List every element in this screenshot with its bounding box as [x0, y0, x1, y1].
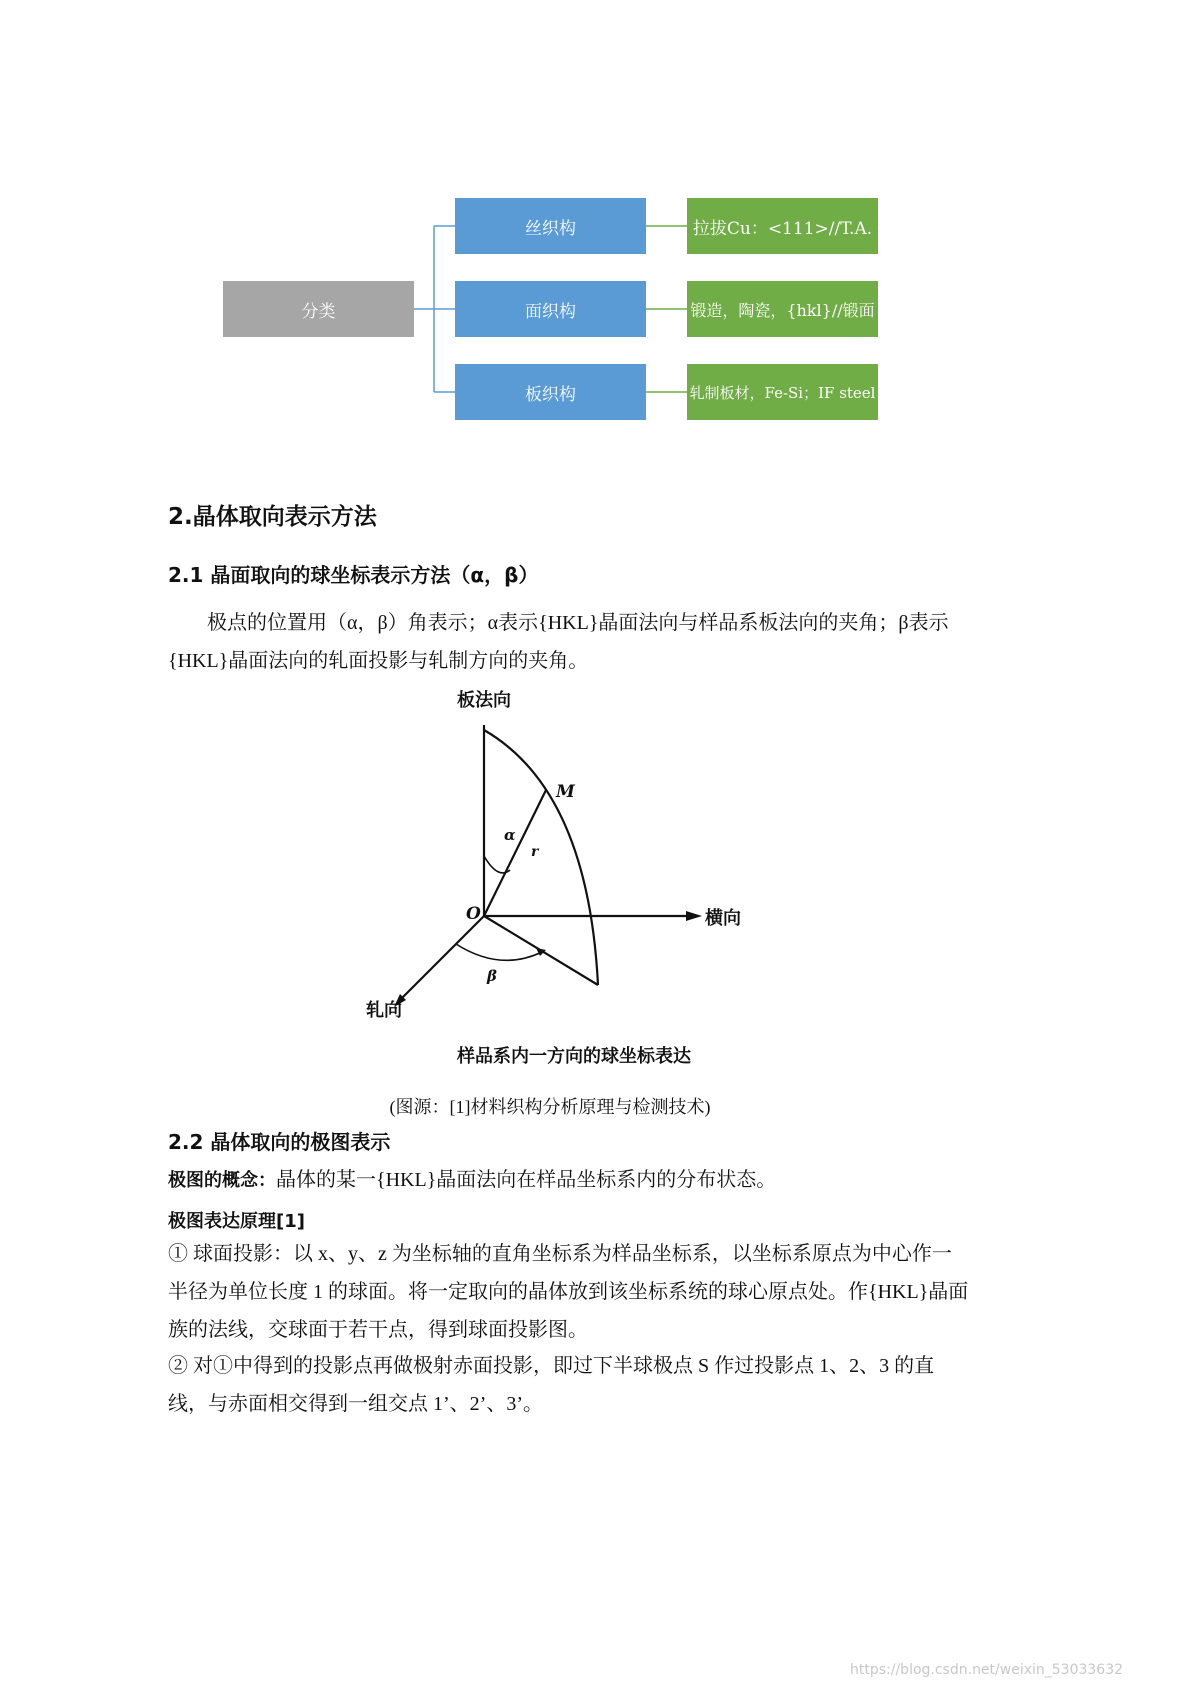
rolling-axis-line [398, 916, 484, 1002]
section-2-1-paragraph-line-2: {HKL}晶面法向的轧面投影与轧制方向的夹角。 [168, 650, 589, 672]
principle-item-1-line-2: 半径为单位长度 1 的球面。将一定取向的晶体放到该坐标系统的球心原点处。作{HKL}晶面 [168, 1281, 969, 1303]
figure-label-plate-normal: 板法向 [457, 690, 511, 711]
tree-example-wire-texture: 拉拔Cu：<111>//T.A. [687, 198, 878, 254]
blog-watermark: https://blog.csdn.net/weixin_53033632 [850, 1662, 1124, 1678]
tree-branch-sheet-texture: 板织构 [455, 364, 646, 420]
figure-inner-caption: 样品系内一方向的球坐标表达 [457, 1046, 691, 1067]
tree-root-node: 分类 [223, 281, 414, 337]
section-2-1-heading: 2.1 晶面取向的球坐标表示方法（α，β） [168, 563, 539, 587]
concept-label: 极图的概念： [168, 1170, 276, 1191]
tree-branch-plane-texture: 面织构 [455, 281, 646, 337]
tree-example-sheet-texture: 轧制板材，Fe-Si；IF steel [687, 364, 878, 420]
concept-text: 晶体的某一{HKL}晶面法向在样品坐标系内的分布状态。 [276, 1169, 777, 1191]
principle-item-2-line-1: ② 对①中得到的投影点再做极射赤面投影，即过下半球极点 S 作过投影点 1、2、3 的直 [168, 1355, 935, 1377]
principle-label: 极图表达原理[1] [168, 1211, 305, 1232]
beta-arc [456, 944, 542, 960]
section-2-1-paragraph-line-1: 极点的位置用（α，β）角表示；α表示{HKL}晶面法向与样品系板法向的夹角；β表示 [207, 612, 949, 634]
tree-example-plane-texture: 锻造，陶瓷，{hkl}//锻面 [687, 281, 878, 337]
figure-label-rolling: 轧向 [366, 1000, 402, 1021]
transverse-arrowhead [686, 911, 702, 921]
section-2-heading: 2.晶体取向表示方法 [168, 504, 377, 530]
figure-source-caption: (图源：[1]材料织构分析原理与检测技术) [389, 1097, 711, 1117]
principle-item-2-line-2: 线，与赤面相交得到一组交点 1’、2’、3’。 [168, 1393, 543, 1415]
figure-label-m: M [556, 782, 575, 802]
principle-item-1-line-1: ① 球面投影：以 x、y、z 为坐标轴的直角坐标系为样品坐标系，以坐标系原点为中心作一 [168, 1243, 952, 1265]
figure-label-origin: O [466, 904, 481, 924]
tree-branch-wire-texture: 丝织构 [455, 198, 646, 254]
principle-item-1-line-3: 族的法线，交球面于若干点，得到球面投影图。 [168, 1319, 588, 1341]
figure-label-transverse: 横向 [705, 908, 741, 929]
figure-label-alpha: α [504, 826, 516, 844]
section-2-2-heading: 2.2 晶体取向的极图表示 [168, 1130, 391, 1154]
figure-label-beta: β [487, 967, 497, 985]
spherical-coordinate-figure [350, 680, 790, 1080]
sphere-arc [484, 730, 598, 985]
pole-figure-concept [168, 1160, 776, 1201]
figure-label-r: r [531, 844, 539, 860]
